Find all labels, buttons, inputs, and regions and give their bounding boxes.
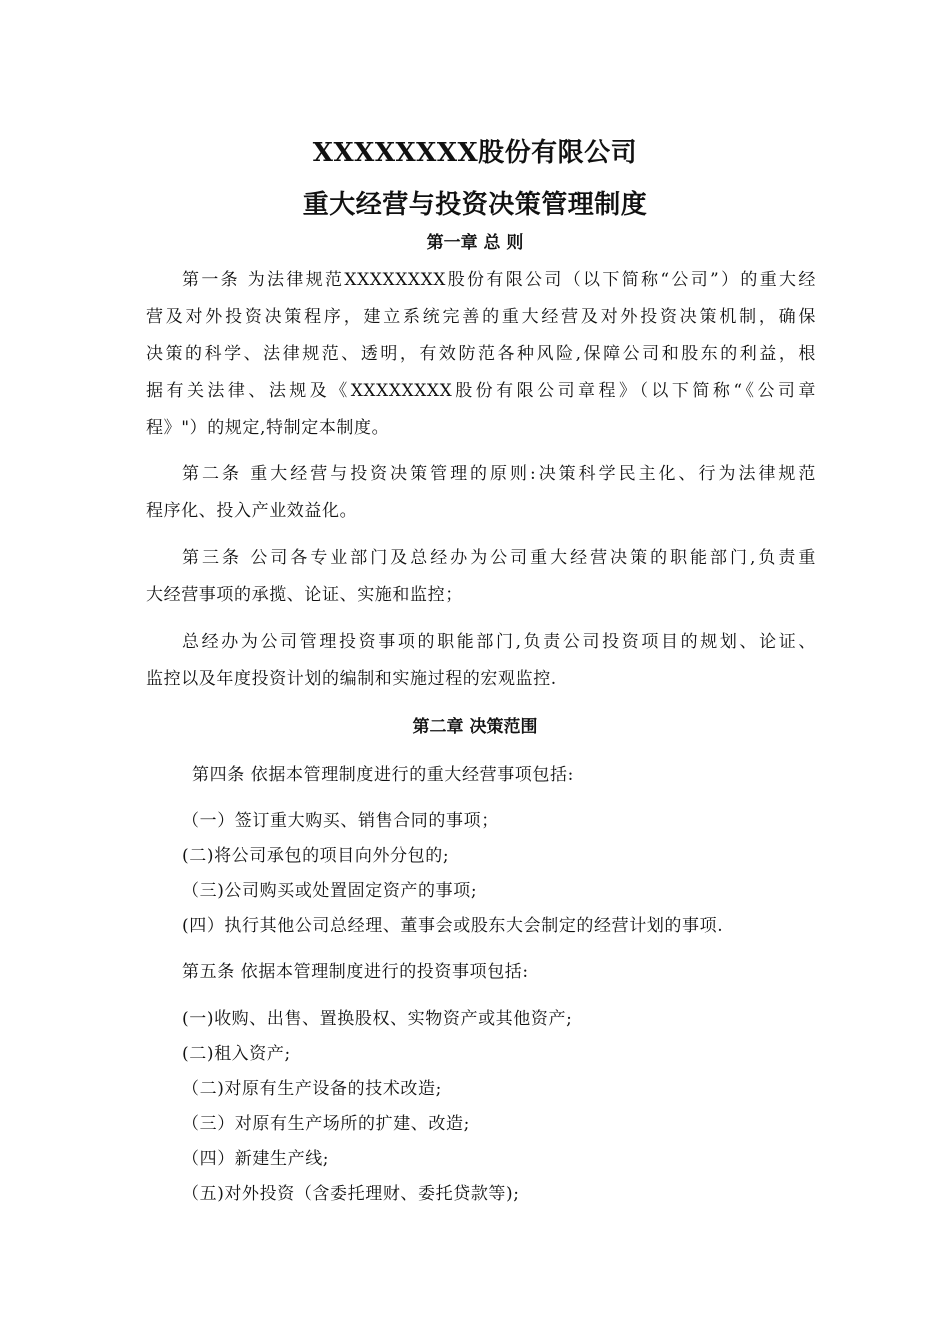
- article-1-line: 据有关法律、法规及《XXXXXXXX股份有限公司章程》（以下简称“《公司章: [146, 381, 816, 401]
- article-3-paragraph-line: 总经办为公司管理投资事项的职能部门,负责公司投资项目的规划、论证、: [182, 632, 816, 652]
- article-1-line: 第一条 为法律规范XXXXXXXX股份有限公司（以下简称“公司”）的重大经: [182, 270, 816, 290]
- article-2-line: 第二条 重大经营与投资决策管理的原则:决策科学民主化、行为法律规范: [182, 464, 816, 484]
- article-3-line: 大经营事项的承揽、论证、实施和监控；: [146, 585, 463, 605]
- article-2-line: 程序化、投入产业效益化。: [146, 501, 358, 521]
- document-title: 重大经营与投资决策管理制度: [302, 190, 648, 220]
- article-3-line: 第三条 公司各专业部门及总经办为公司重大经营决策的职能部门,负责重: [182, 548, 816, 568]
- article-4-item: （一）签订重大购买、销售合同的事项；: [182, 811, 499, 831]
- article-4-heading: 第四条 依据本管理制度进行的重大经营事项包括:: [192, 765, 574, 785]
- article-1-line: 营及对外投资决策程序，建立系统完善的重大经营及对外投资决策机制，确保: [146, 307, 816, 327]
- article-5-heading: 第五条 依据本管理制度进行的投资事项包括:: [182, 962, 529, 982]
- article-4-item: (二)将公司承包的项目向外分包的;: [182, 846, 450, 866]
- article-5-item: （四）新建生产线;: [182, 1149, 330, 1169]
- article-5-item: （三）对原有生产场所的扩建、改造;: [182, 1114, 470, 1134]
- article-1-line: 决策的科学、法律规范、透明，有效防范各种风险,保障公司和股东的利益，根: [146, 344, 816, 364]
- article-4-item: (四）执行其他公司总经理、董事会或股东大会制定的经营计划的事项.: [182, 916, 724, 936]
- article-5-item: (二)租入资产;: [182, 1044, 291, 1064]
- article-3-paragraph-line: 监控以及年度投资计划的编制和实施过程的宏观监控.: [146, 669, 557, 689]
- article-4-item: （三)公司购买或处置固定资产的事项;: [182, 881, 478, 901]
- article-5-item: （二)对原有生产设备的技术改造;: [182, 1079, 442, 1099]
- company-title: XXXXXXXX股份有限公司: [312, 138, 638, 168]
- article-5-item: (一)收购、出售、置换股权、实物资产或其他资产;: [182, 1009, 573, 1029]
- chapter-2-heading: 第二章 决策范围: [412, 717, 538, 737]
- chapter-1-heading: 第一章 总 则: [426, 233, 524, 253]
- article-1-line: 程》"）的规定,特制定本制度。: [146, 418, 390, 438]
- article-5-item: （五)对外投资（含委托理财、委托贷款等);: [182, 1184, 520, 1204]
